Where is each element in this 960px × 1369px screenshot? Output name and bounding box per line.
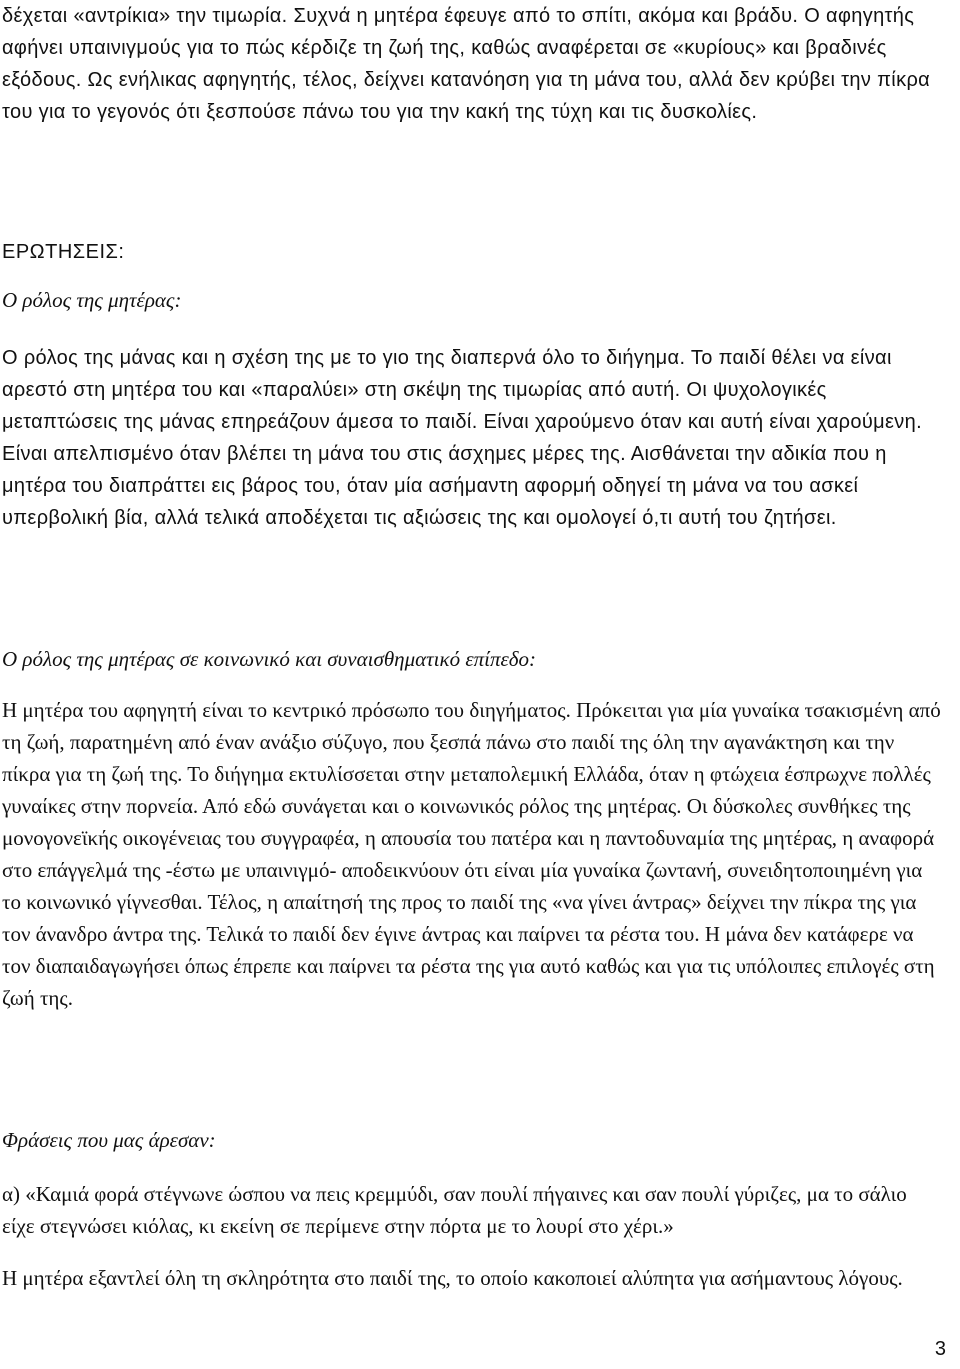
phrase-a: α) «Καμιά φορά στέγνωνε ώσπου να πεις κρεμμύδι, σαν πουλί πήγαινες και σαν πουλί γύριζες, μα το σάλιο είχε στεγνώσει κιόλας, κι εκείνη σε περίμενε στην πόρτα με το λουρί στο χέρι.» xyxy=(2,1182,907,1238)
phrase-a-comment: Η μητέρα εξαντλεί όλη τη σκληρότητα στο παιδί της, το οποίο κακοποιεί αλύπητα για ασήμαντους λόγους. xyxy=(2,1266,903,1290)
page-number: 3 xyxy=(934,1338,946,1360)
mother-role-heading: Ο ρόλος της μητέρας: xyxy=(2,288,182,312)
social-role-heading: Ο ρόλος της μητέρας σε κοινωνικό και συναισθηματικό επίπεδο: xyxy=(2,647,536,671)
mother-role-paragraph: Ο ρόλος της μάνας και η σχέση της με το γιο της διαπερνά όλο το διήγημα. Το παιδί θέλει να είναι αρεστό στη μητέρα του και «παραλύει» στη σκέψη της τιμωρίας από αυτή. Οι ψυχολογικές μεταπτώσεις της μάνας επηρεάζουν άμεσα το παιδί. Είναι χαρούμενο όταν και αυτή είναι χαρούμενη. Είναι απελπισμένο όταν βλέπει τη μάνα του στις άσχημες μέρες της. Αισθάνεται την αδικία που η μητέρα του διαπράττει εις βάρος του, όταν μία ασήμαντη αφορμή οδηγεί τη μάνα να του ασκεί υπερβολική βία, αλλά τελικά αποδέχεται τις αξιώσεις της και ομολογεί ό,τι αυτή του ζητήσει. xyxy=(2,347,923,529)
intro-paragraph: δέχεται «αντρίκια» την τιμωρία. Συχνά η μητέρα έφευγε από το σπίτι, ακόμα και βράδυ. Ο αφηγητής αφήνει υπαινιγμούς για το πώς κέρδιζε τη ζωή της, καθώς αναφέρεται σε «κυρίους» και βραδινές εξόδους. Ως ενήλικας αφηγητής, τέλος, δείχνει κατανόηση για τη μάνα του, αλλά δεν κρύβει την πίκρα του για το γεγονός ότι ξεσπούσε πάνω του για την κακή της τύχη και τις δυσκολίες. xyxy=(2,5,931,123)
questions-heading: ΕΡΩΤΗΣΕΙΣ: xyxy=(2,241,125,263)
phrases-heading: Φράσεις που μας άρεσαν: xyxy=(2,1128,216,1152)
social-role-paragraph: Η μητέρα του αφηγητή είναι το κεντρικό πρόσωπο του διηγήματος. Πρόκειται για μία γυναίκα τσακισμένη από τη ζωή, παρατημένη από έναν ανάξιο σύζυγο, που ξεσπά πάνω στο παιδί της όλη την αγανάκτηση και την πίκρα για τη ζωή της. Το διήγημα εκτυλίσσεται στην μεταπολεμική Ελλάδα, όταν η φτώχεια έσπρωχνε πολλές γυναίκες στην πορνεία. Από εδώ συνάγεται και ο κοινωνικός ρόλος της μητέρας. Οι δύσκολες συνθήκες της μονογονεϊκής οικογένειας του συγγραφέα, η απουσία του πατέρα και η παντοδυναμία της μητέρας, η αναφορά στο επάγγελμά της -έστω με υπαινιγμό- αποδεικνύουν ότι είναι μία γυναίκα ζωντανή, συνειδητοποιημένη για το κοινωνικό γίγνεσθαι. Τέλος, η απαίτησή της προς το παιδί της «να γίνει άντρας» δείχνει την πίκρα της για τον άνανδρο άντρα της. Τελικά το παιδί δεν έγινε άντρας και παίρνει τα ρέστα του. Η μάνα δεν κατάφερε να τον διαπαιδαγωγήσει όπως έπρεπε και παίρνει τα ρέστα της για αυτό καθώς και για τις υπόλοιπες επιλογές στη ζωή της. xyxy=(2,698,941,1010)
